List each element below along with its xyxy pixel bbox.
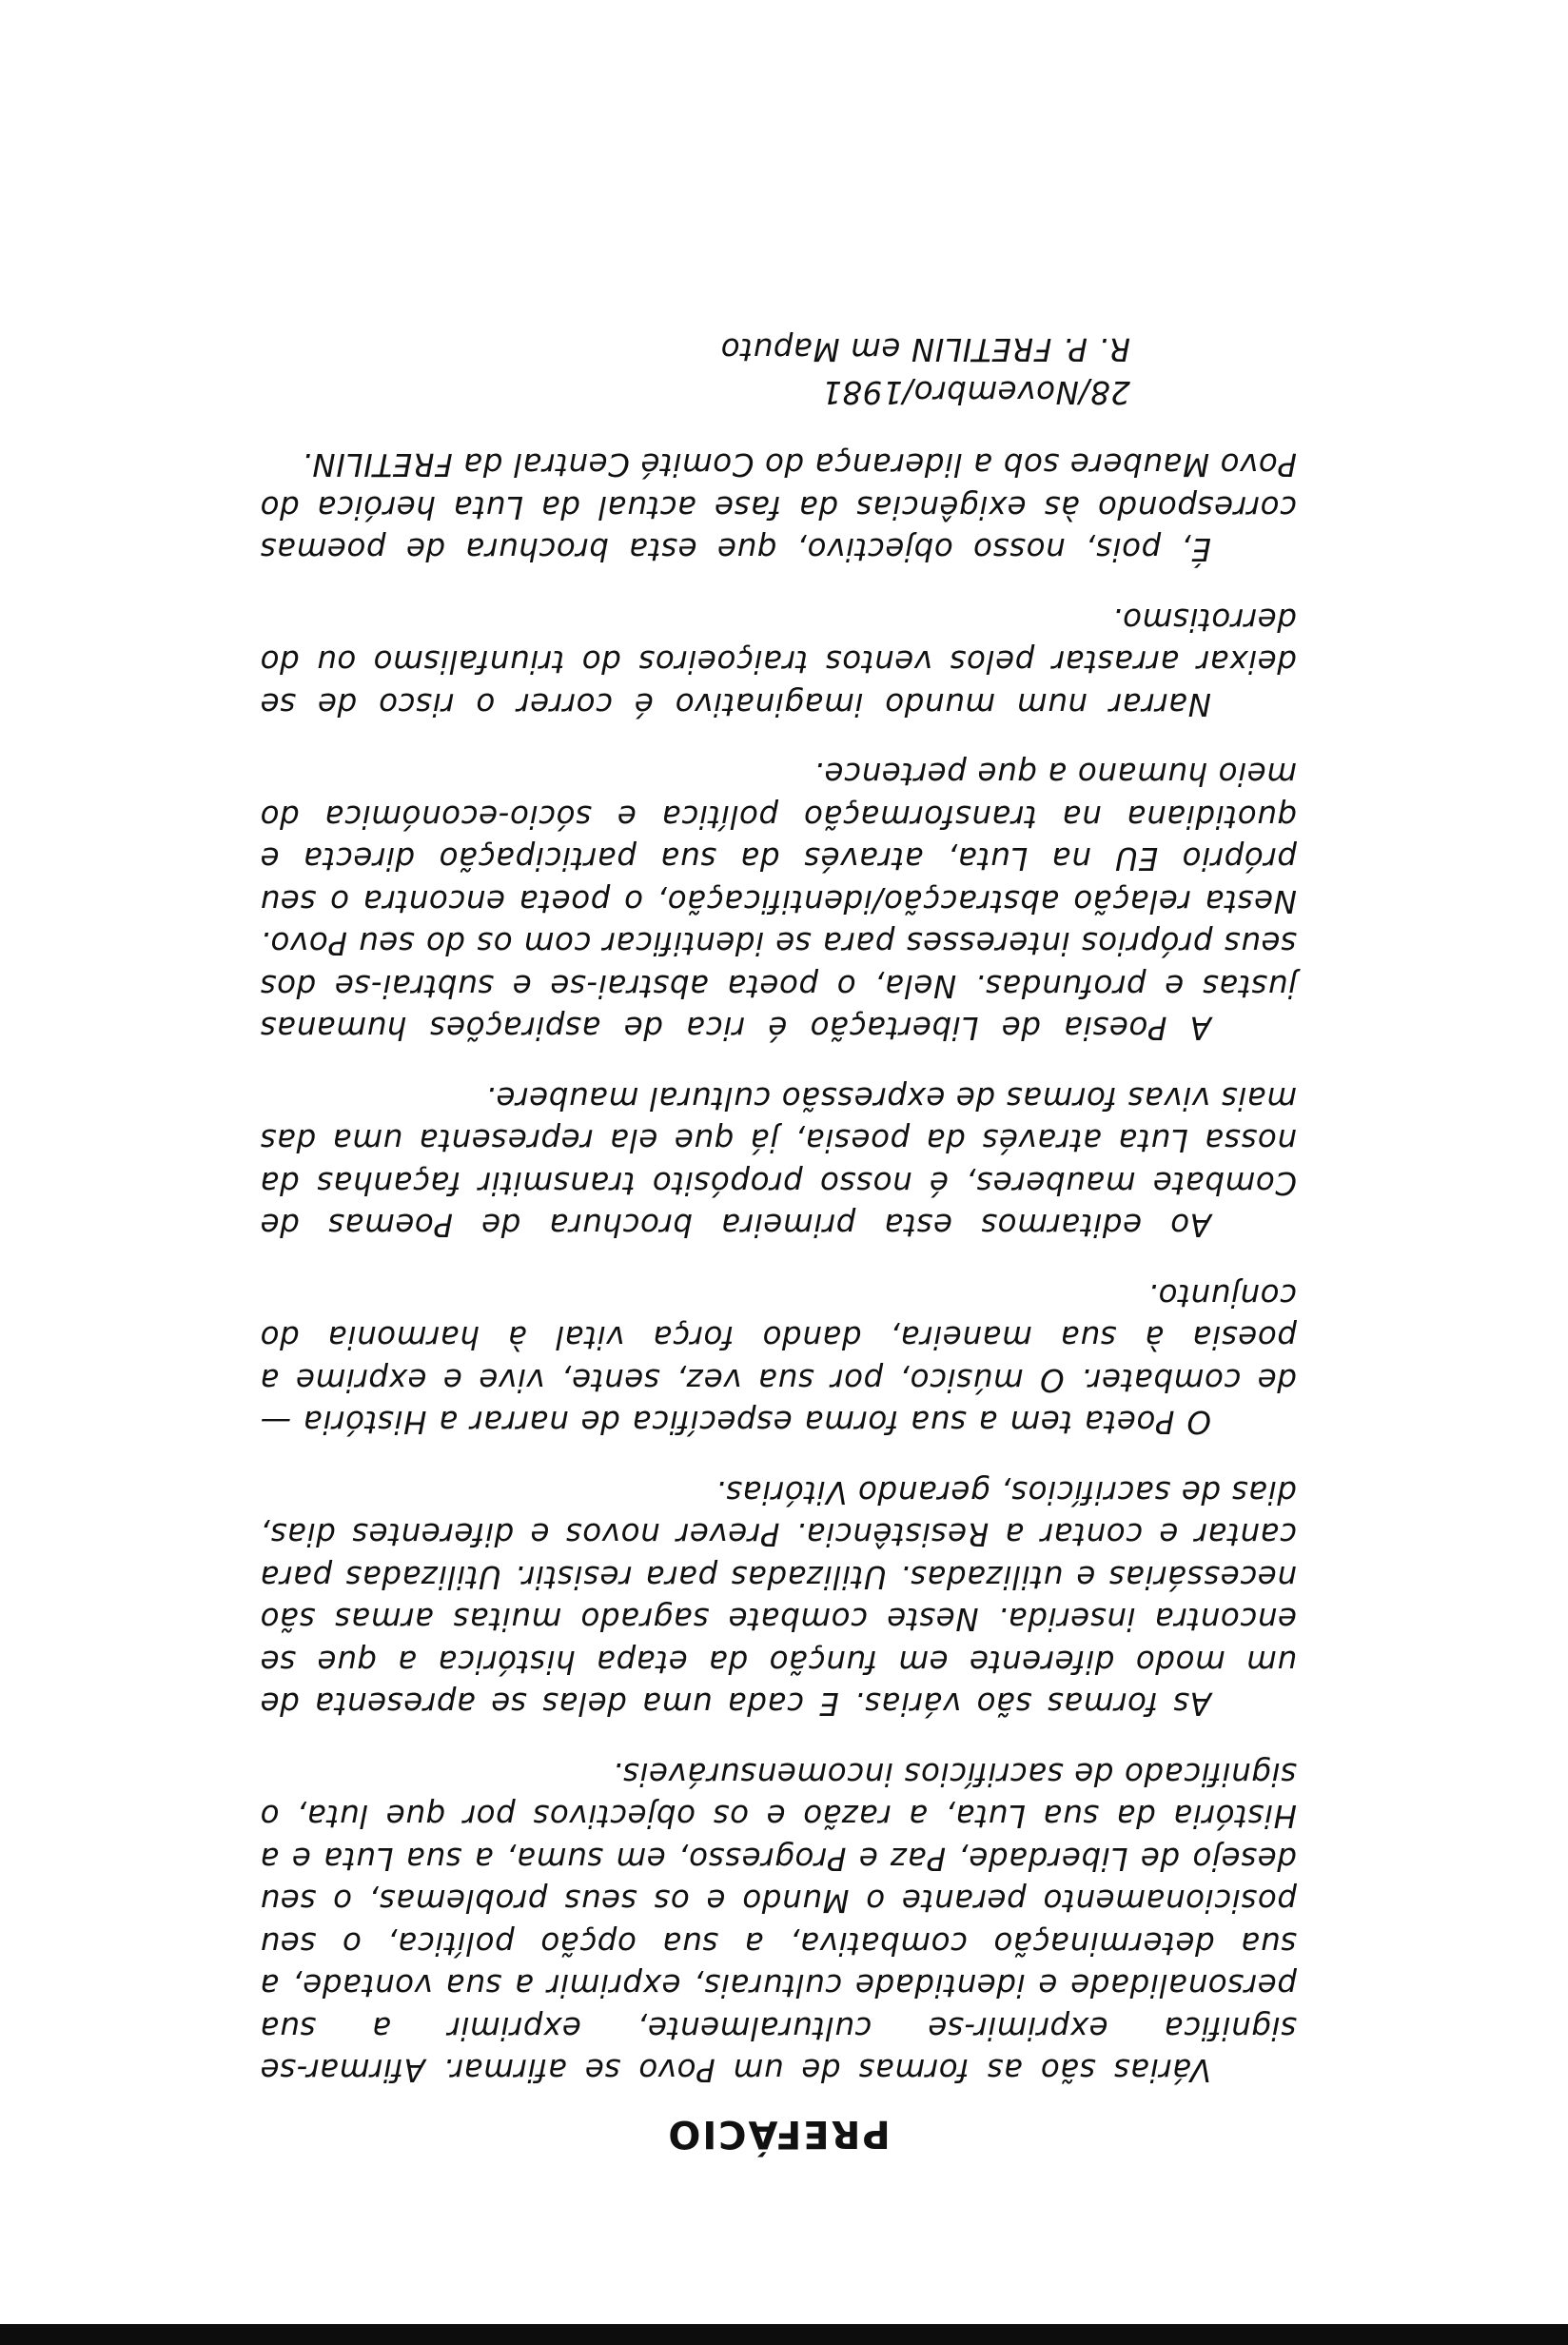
paragraph-5: A Poesia de Libertação é rica de aspirações humanas justas e profundas. Nela, o poeta abstrai-se e subtrai-se dos seus próprios interesses para se identificar com os do seu Povo. Nesta relação abstracção/identificação, o poeta encontra o seu próprio EU na Luta, através da sua participação directa e quotidiana na transformação política e sócio-económica do meio humano a que pertence. — [260, 756, 1297, 1047]
page-title: PREFÁCIO — [666, 2112, 891, 2156]
paragraph-7: É, pois, nosso objectivo, que esta brochura de poemas correspondo às exigências da fase actual da Luta heróica do Povo Maubere sob a liderança do Comité Central da FRETILIN. — [260, 446, 1297, 568]
paragraph-3: O Poeta tem a sua forma específica de narrar a História — de combater. O músico, por sua vez, sente, vive e exprime a poesia à sua maneira, dando força vital à harmonia do conjunto. — [260, 1277, 1297, 1441]
signature-block — [260, 328, 1130, 413]
page-content — [260, 328, 1297, 2155]
paragraph-1: Várias são as formas de um Povo se afirmar. Afirmar-se significa exprimir-se culturalmente, exprimir a sua personalidade e identidade culturais, exprimir a sua vontade, a sua determinação combativa, a sua opção política, o seu posicionamento perante o Mundo e os seus problemas, o seu desejo de Liberdade, Paz e Progresso, em suma, a sua Luta e a História da sua Luta, a razão e os objectivos por que luta, o significado de sacrifícios incomensuráveis. — [260, 1756, 1297, 2089]
signature-date: 28/Novembro/1981 — [821, 374, 1130, 410]
paragraph-6: Narrar num mundo imaginativo é correr o risco de se deixar arrastar pelos ventos traiçoeiros do triunfalismo ou do derrotismo. — [260, 601, 1297, 722]
signature-organization: R. P. FRETILIN em Maputo — [720, 331, 1130, 368]
scan-edge-bar — [0, 2324, 1568, 2345]
paragraph-2: As formas são várias. E cada uma delas se apresenta de um modo diferente em função da etapa histórica a que se encontra inserida. Neste combate sagrado muitas armas são necessárias e utilizadas. Utilizadas para resistir. Utilizadas para cantar e contar a Resistência. Prever novos e diferentes dias, dias de sacrifícios, gerando Vitórias. — [260, 1474, 1297, 1723]
paragraph-4: Ao editarmos esta primeira brochura de Poemas de Combate mauberes, é nosso propósito transmitir façanhas da nossa Luta através da poesia, já que ela representa uma das mais vivas formas de expressão cultural maubere. — [260, 1080, 1297, 1244]
